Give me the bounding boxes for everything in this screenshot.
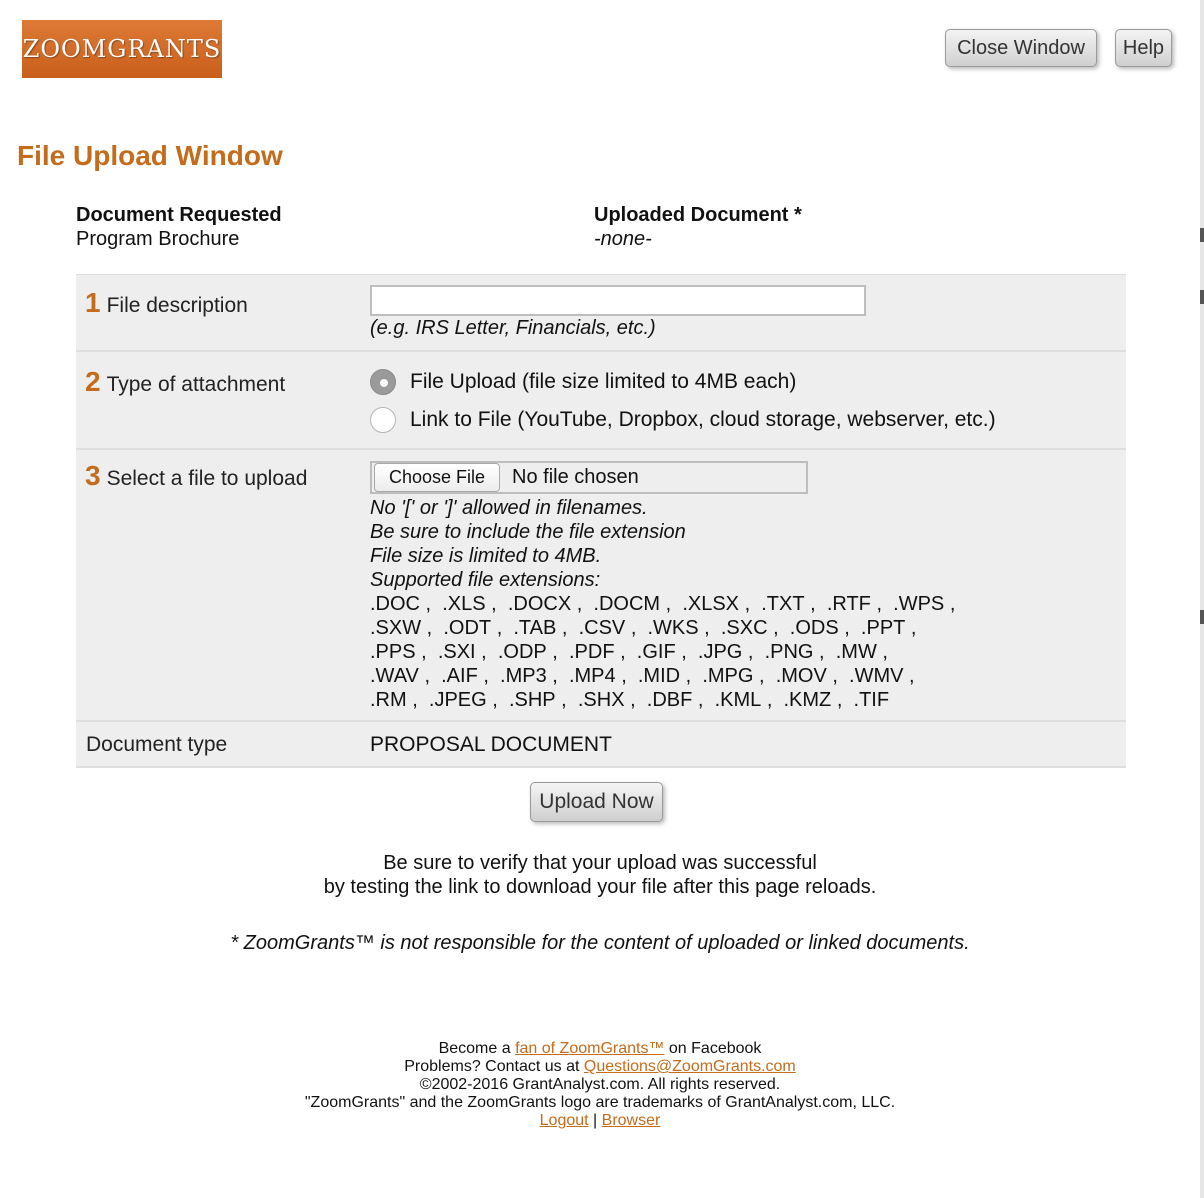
file-extension: .ODP — [497, 641, 547, 663]
file-extension: .PPT — [860, 617, 906, 639]
document-requested-label: Document Requested — [76, 204, 282, 226]
extension-separator: , — [692, 689, 715, 711]
extension-separator: , — [813, 641, 836, 663]
file-extension: .DOCX — [507, 593, 572, 615]
window-edge — [1200, 0, 1204, 1198]
extension-separator: , — [406, 689, 429, 711]
step-number: 2 — [85, 366, 101, 397]
file-extension: .MID — [637, 665, 681, 687]
extension-separator: , — [491, 617, 514, 639]
extension-separator: , — [838, 617, 861, 639]
file-select-label — [85, 460, 307, 492]
extension-separator: , — [831, 689, 854, 711]
file-extension: .XLS — [442, 593, 486, 615]
file-description-input[interactable] — [370, 285, 866, 316]
verify-line-1: Be sure to verify that your upload was successful — [383, 852, 817, 874]
footer-copyright: ©2002-2016 GrantAnalyst.com. All rights reserved. — [419, 1076, 781, 1093]
file-extension: .TAB — [513, 617, 557, 639]
file-extension: .MW — [835, 641, 877, 663]
disclaimer: * ZoomGrants™ is not responsible for the content of uploaded or linked documents. — [230, 932, 970, 954]
file-extension: .TIF — [853, 689, 890, 711]
extension-separator: , — [944, 593, 961, 615]
file-notes — [370, 496, 1050, 712]
extension-separator: , — [767, 617, 790, 639]
extension-separator: , — [571, 593, 594, 615]
file-extension: .MPG — [702, 665, 754, 687]
extension-separator: , — [675, 641, 698, 663]
zoomgrants-logo — [22, 20, 222, 78]
extension-separator: , — [903, 665, 921, 687]
extension-separator: , — [418, 665, 442, 687]
extension-separator: , — [739, 593, 762, 615]
extension-separator: , — [826, 665, 850, 687]
close-window-button[interactable] — [945, 29, 1097, 67]
file-extension: .PDF — [568, 641, 615, 663]
file-extension: .DOC — [370, 593, 420, 615]
file-description-hint: (e.g. IRS Letter, Financials, etc.) — [370, 317, 656, 339]
extension-separator: , — [555, 689, 578, 711]
choose-file-button[interactable]: Choose File — [374, 463, 500, 492]
close-window-label: Close Window — [957, 36, 1085, 59]
file-extension: .XLSX — [682, 593, 740, 615]
file-note: Supported file extensions: — [370, 569, 601, 591]
file-extension: .JPEG — [428, 689, 487, 711]
attachment-type-text: Type of attachment — [106, 373, 286, 396]
file-extension: .WPS — [893, 593, 945, 615]
extension-separator: , — [660, 593, 683, 615]
fan-prefix: Become a — [438, 1040, 516, 1057]
extension-separator: , — [556, 617, 579, 639]
extension-separator: , — [415, 641, 438, 663]
file-extension: .SXI — [437, 641, 476, 663]
file-extension: .RTF — [826, 593, 871, 615]
file-extension: .PPS — [370, 641, 416, 663]
form-row-document-type — [76, 722, 1126, 768]
file-extension: .TXT — [761, 593, 805, 615]
supported-extensions-list — [370, 592, 1050, 712]
step-number: 3 — [85, 460, 101, 491]
uploaded-document — [594, 203, 802, 251]
document-requested-value: Program Brochure — [76, 228, 240, 250]
facebook-fan-link[interactable]: fan of ZoomGrants™ — [515, 1040, 665, 1057]
footer-trademark: "ZoomGrants" and the ZoomGrants logo are trademarks of GrantAnalyst.com, LLC. — [304, 1094, 896, 1111]
extension-separator: , — [753, 665, 776, 687]
extension-separator: , — [615, 665, 638, 687]
form-row-file-description — [76, 275, 1126, 352]
document-requested — [76, 203, 282, 251]
contact-prefix: Problems? Contact us at — [404, 1058, 584, 1075]
upload-now-label: Upload Now — [539, 790, 654, 813]
extension-separator: , — [486, 689, 509, 711]
extension-separator: , — [876, 641, 894, 663]
file-description-text: File description — [106, 294, 248, 317]
file-extension: .ODS — [789, 617, 839, 639]
file-extension: .WMV — [849, 665, 904, 687]
file-extension: .MOV — [775, 665, 827, 687]
file-extension: .SHP — [508, 689, 556, 711]
extension-separator: , — [477, 665, 501, 687]
no-file-chosen-text: No file chosen — [512, 466, 639, 488]
file-upload-radio[interactable] — [370, 369, 396, 395]
file-extension: .WKS — [647, 617, 699, 639]
footer-links — [0, 1112, 1200, 1130]
uploaded-document-value: -none- — [594, 228, 652, 250]
extension-separator: , — [485, 593, 508, 615]
file-extension: .KMZ — [783, 689, 832, 711]
extension-separator: , — [546, 641, 569, 663]
file-upload-option-label: File Upload (file size limited to 4MB each) — [410, 370, 797, 393]
logout-link[interactable]: Logout — [539, 1112, 589, 1129]
file-extension: .AIF — [441, 665, 478, 687]
uploaded-document-label: Uploaded Document * — [594, 204, 802, 226]
form-row-attachment-type — [76, 352, 1126, 450]
upload-now-button[interactable] — [530, 782, 663, 822]
link-to-file-option-label: Link to File (YouTube, Dropbox, cloud storage, webserver, etc.) — [410, 408, 996, 431]
file-extension: .MP3 — [500, 665, 547, 687]
file-note: File size is limited to 4MB. — [370, 545, 602, 567]
extension-separator: , — [680, 665, 703, 687]
file-upload-option[interactable] — [370, 369, 796, 395]
fan-suffix: on Facebook — [664, 1040, 762, 1057]
link-to-file-radio[interactable] — [370, 407, 396, 433]
file-extension: .DOCM — [593, 593, 661, 615]
verify-message — [0, 851, 1200, 899]
logo-text: ZOOMGRANTS — [22, 35, 222, 63]
extension-separator: , — [475, 641, 498, 663]
extension-separator: , — [804, 593, 827, 615]
footer — [0, 1040, 1200, 1130]
file-extension: .RM — [370, 689, 407, 711]
edge-mark — [1200, 290, 1204, 304]
edge-mark — [1200, 610, 1204, 624]
extension-separator: , — [698, 617, 721, 639]
extension-separator: , — [614, 641, 637, 663]
extension-separator: , — [546, 665, 569, 687]
footer-contact-line — [0, 1058, 1200, 1076]
file-extension: .SXW — [370, 617, 422, 639]
attachment-type-label — [85, 366, 285, 398]
step-number: 1 — [85, 287, 101, 318]
extension-separator: , — [421, 617, 444, 639]
footer-facebook-line — [0, 1040, 1200, 1058]
upload-form — [76, 274, 1126, 768]
page-title: File Upload Window — [17, 140, 283, 171]
file-description-label — [85, 287, 248, 319]
file-extension: .SHX — [577, 689, 625, 711]
file-note: No '[' or ']' allowed in filenames. — [370, 497, 648, 519]
extension-separator: , — [761, 689, 784, 711]
file-extension: .KML — [714, 689, 762, 711]
file-select-text: Select a file to upload — [106, 467, 308, 490]
file-extension: .ODT — [443, 617, 492, 639]
file-extension: .DBF — [646, 689, 693, 711]
file-extension: .MP4 — [568, 665, 616, 687]
extension-separator: , — [870, 593, 894, 615]
file-extension: .CSV — [578, 617, 626, 639]
file-extension: .GIF — [636, 641, 676, 663]
help-button[interactable] — [1115, 29, 1172, 67]
file-extension: .PNG — [764, 641, 814, 663]
extension-separator: , — [624, 689, 647, 711]
extension-separator: , — [625, 617, 648, 639]
help-label: Help — [1122, 36, 1165, 59]
form-row-file-select — [76, 450, 1126, 722]
verify-line-2: by testing the link to download your file after this page reloads. — [323, 876, 877, 898]
browser-link[interactable]: Browser — [601, 1112, 661, 1129]
footer-separator: | — [588, 1112, 602, 1129]
document-type-value: PROPOSAL DOCUMENT — [370, 733, 612, 756]
extension-separator: , — [742, 641, 765, 663]
file-extension: .WAV — [370, 665, 419, 687]
document-type-label: Document type — [86, 733, 228, 756]
extension-separator: , — [420, 593, 443, 615]
edge-mark — [1200, 228, 1204, 242]
file-extension: .SXC — [720, 617, 768, 639]
file-note: Be sure to include the file extension — [370, 521, 686, 543]
contact-email-link[interactable]: Questions@ZoomGrants.com — [583, 1058, 796, 1075]
extension-separator: , — [905, 617, 923, 639]
file-picker[interactable] — [370, 461, 808, 494]
link-to-file-option[interactable] — [370, 407, 996, 433]
file-extension: .JPG — [697, 641, 743, 663]
